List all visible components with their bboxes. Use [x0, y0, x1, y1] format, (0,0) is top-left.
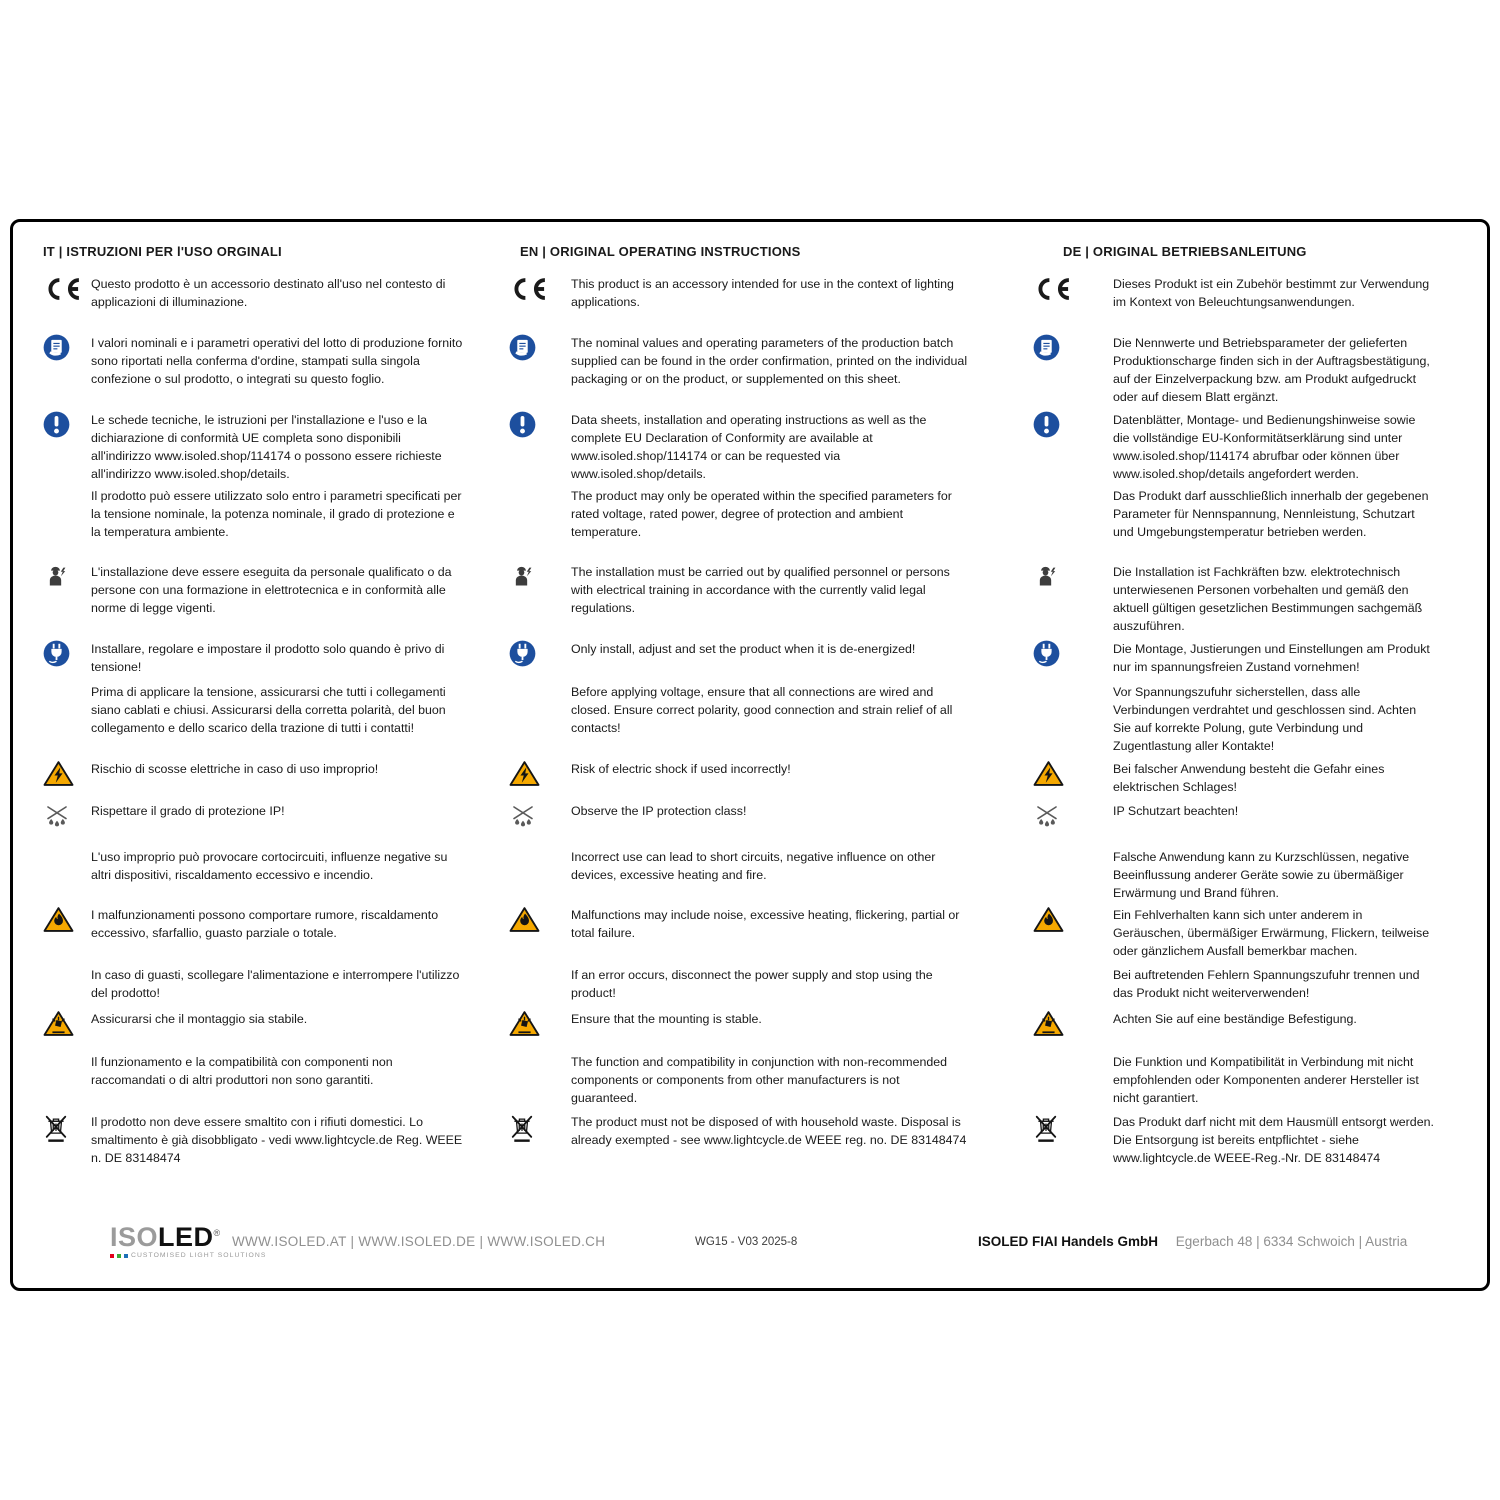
instruction-text: L'uso improprio può provocare cortocircuiti, influenze negative su altri dispositivi, riscaldamento eccessivo e incendio.: [91, 850, 448, 882]
footer-websites: WWW.ISOLED.AT | WWW.ISOLED.DE | WWW.ISOLED.CH: [232, 1234, 606, 1249]
instruction-item-en-8: [509, 760, 1029, 802]
column-header-de: DE | ORIGINAL BETRIEBSANLEITUNG: [1063, 244, 1307, 259]
logo-tagline-text: CUSTOMISED LIGHT SOLUTIONS: [131, 1252, 267, 1259]
ce-mark-icon: [509, 275, 571, 301]
instruction-item-de-8: [1033, 760, 1487, 802]
instruction-text: Questo prodotto è un accessorio destinato all'uso nel contesto di applicazioni di illuminazione.: [91, 277, 446, 309]
qualified-electrician-icon: [43, 563, 91, 588]
color-chip-green: [117, 1254, 121, 1258]
info-exclamation-icon: [43, 411, 91, 438]
instruction-text: The installation must be carried out by qualified personnel or persons with electrical training in accordance with the currently valid legal regulations.: [571, 565, 950, 615]
electric-shock-warning-icon: [1033, 760, 1113, 787]
instruction-text: IP Schutzart beachten!: [1113, 804, 1239, 818]
instruction-text: I malfunzionamenti possono comportare rumore, riscaldamento eccessivo, sfarfallio, guasto parziale o totale.: [91, 908, 439, 940]
instruction-text: Falsche Anwendung kann zu Kurzschlüssen, negative Beeinflussung anderer Geräte sowie zu übermäßiger Erwärmung und Brand führen.: [1113, 850, 1410, 900]
registered-mark: ®: [213, 1228, 221, 1238]
instruction-text: Die Funktion und Kompatibilität in Verbindung mit nicht empfohlenden oder Komponenten anderer Hersteller ist nicht garantiert.: [1113, 1055, 1419, 1105]
instruction-item-de-1: [1033, 275, 1487, 334]
instruction-item-it-5: [43, 563, 497, 640]
column-header-it: IT | ISTRUZIONI PER l'USO ORGINALI: [43, 244, 282, 259]
instruction-text: The product must not be disposed of with household waste. Disposal is already exempted - see www.lightcycle.de WEEE reg. no. DE 83148474: [571, 1115, 967, 1147]
instruction-text: Le schede tecniche, le istruzioni per l'installazione e l'uso e la dichiarazione di conformità UE completa sono disponibili all'indirizzo www.isoled.shop/114174 o possono essere richieste all'indirizzo www.isoled.shop/details.: [91, 413, 442, 481]
instruction-item-de-14: [1033, 1053, 1487, 1113]
instruction-item-de-3: [1033, 411, 1487, 487]
column-en: [497, 244, 1029, 1199]
instruction-item-it-12: [43, 966, 497, 1010]
instruction-item-de-13: [1033, 1010, 1487, 1053]
ip-protection-icon: [509, 802, 571, 828]
logo-led-text: LED: [158, 1222, 214, 1252]
instruction-item-en-7: [509, 683, 1029, 760]
instruction-text: Das Produkt darf nicht mit dem Hausmüll entsorgt werden. Die Entsorgung ist bereits entpflichtet - siehe www.lightcycle.de WEEE-Reg.-Nr. DE 83148474: [1113, 1115, 1434, 1165]
qualified-electrician-icon: [1033, 563, 1113, 588]
instruction-text: Il prodotto può essere utilizzato solo entro i parametri specificati per la tensione nominale, la potenza nominale, il grado di protezione e la temperatura ambiente.: [91, 489, 462, 539]
instruction-text: The nominal values and operating parameters of the production batch supplied can be found in the order confirmation, printed on the individual packaging or on the product, or supplemented on this sheet.: [571, 336, 968, 386]
ip-protection-icon: [1033, 802, 1113, 828]
instruction-item-de-10: [1033, 848, 1487, 906]
qualified-electrician-icon: [509, 563, 571, 588]
instruction-item-de-11: [1033, 906, 1487, 966]
instruction-text: Risk of electric shock if used incorrectly!: [571, 762, 791, 776]
de-energized-icon: [43, 640, 91, 667]
instruction-text: Dieses Produkt ist ein Zubehör bestimmt zur Verwendung im Kontext von Beleuchtungsanwendungen.: [1113, 277, 1430, 309]
instruction-item-it-1: [43, 275, 497, 334]
mounting-warning-icon: [509, 1010, 571, 1037]
instruction-text: L'installazione deve essere eseguita da personale qualificato o da persone con una formazione in elettrotecnica e in conformità alle norme di legge vigenti.: [91, 565, 452, 615]
instruction-item-en-13: [509, 1010, 1029, 1053]
instruction-item-it-10: [43, 848, 497, 906]
production-batch-icon: [1033, 334, 1113, 361]
instruction-item-en-14: [509, 1053, 1029, 1113]
instruction-item-it-2: [43, 334, 497, 411]
de-energized-icon: [1033, 640, 1113, 667]
column-it: [13, 244, 497, 1199]
instruction-item-de-12: [1033, 966, 1487, 1010]
instruction-item-it-15: [43, 1113, 497, 1199]
logo-iso-text: ISO: [110, 1222, 159, 1252]
instruction-item-en-5: [509, 563, 1029, 640]
instruction-item-it-3: [43, 411, 497, 487]
fire-warning-icon: [509, 906, 571, 933]
instruction-item-it-14: [43, 1053, 497, 1113]
instruction-text: Das Produkt darf ausschließlich innerhalb der gegebenen Parameter für Nennspannung, Nennleistung, Schutzart und Umgebungstemperatur betrieben werden.: [1113, 489, 1429, 539]
instruction-item-de-5: [1033, 563, 1487, 640]
instruction-item-en-1: [509, 275, 1029, 334]
instruction-item-de-4: [1033, 487, 1487, 563]
instruction-sheet-frame: [10, 219, 1490, 1291]
color-chip-blue: [124, 1254, 128, 1258]
instruction-item-en-12: [509, 966, 1029, 1010]
production-batch-icon: [43, 334, 91, 361]
ip-protection-icon: [43, 802, 91, 828]
instruction-text: Only install, adjust and set the product when it is de-energized!: [571, 642, 916, 656]
instruction-text: Datenblätter, Montage- und Bedienungshinweise sowie die vollständige EU-Konformitätserklärung sind unter www.isoled.shop/114174 abrufbar oder können über www.isoled.shop/details angefordert werden.: [1113, 413, 1416, 481]
instruction-text: Incorrect use can lead to short circuits, negative influence on other devices, excessive heating and fire.: [571, 850, 936, 882]
instruction-text: Achten Sie auf eine beständige Befestigung.: [1113, 1012, 1357, 1026]
electric-shock-warning-icon: [43, 760, 91, 787]
instruction-text: Malfunctions may include noise, excessive heating, flickering, partial or total failure.: [571, 908, 960, 940]
instruction-text: Observe the IP protection class!: [571, 804, 747, 818]
instruction-text: Vor Spannungszufuhr sicherstellen, dass alle Verbindungen verdrahtet und geschlossen sind. Achten Sie auf korrekte Polung, gute Verbindung und Zugentlastung aller Kontakte!: [1113, 685, 1417, 753]
ce-mark-icon: [1033, 275, 1113, 301]
instruction-text: I valori nominali e i parametri operativi del lotto di produzione fornito sono riportati nella conferma d'ordine, stampati sulla singola confezione o sul prodotto, o integrati su questo foglio.: [91, 336, 463, 386]
instruction-item-en-6: [509, 640, 1029, 683]
ce-mark-icon: [43, 275, 91, 301]
instruction-item-de-9: [1033, 802, 1487, 848]
info-exclamation-icon: [509, 411, 571, 438]
mounting-warning-icon: [1033, 1010, 1113, 1037]
instruction-text: Ein Fehlverhalten kann sich unter anderem in Geräuschen, übermäßiger Erwärmung, Flickern, teilweise oder gänzlichem Ausfall bemerkbar machen.: [1113, 908, 1430, 958]
instruction-text: Il funzionamento e la compatibilità con componenti non raccomandati o di altri produttori non sono garantiti.: [91, 1055, 393, 1087]
column-de: [1029, 244, 1487, 1199]
instruction-item-en-11: [509, 906, 1029, 966]
instruction-text: Rischio di scosse elettriche in caso di uso improprio!: [91, 762, 379, 776]
instruction-text: Before applying voltage, ensure that all connections are wired and closed. Ensure correct polarity, good connection and strain relief of all contacts!: [571, 685, 953, 735]
instruction-text: Die Installation ist Fachkräften bzw. elektrotechnisch unterwiesenen Personen vorbehalten und gemäß den aktuell gültigen gesetzlichen Bestimmungen sachgemäß auszuführen.: [1113, 565, 1423, 633]
instruction-text: Prima di applicare la tensione, assicurarsi che tutti i collegamenti siano cablati e chiusi. Assicurarsi della corretta polarità, del buon collegamento e dello scarico della trazione di tutti i contatti!: [91, 685, 446, 735]
instruction-text: Bei falscher Anwendung besteht die Gefahr eines elektrischen Schlages!: [1113, 762, 1385, 794]
instruction-item-en-15: [509, 1113, 1029, 1199]
instruction-item-en-3: [509, 411, 1029, 487]
document-code: WG15 - V03 2025-8: [695, 1236, 798, 1248]
instruction-item-it-13: [43, 1010, 497, 1053]
production-batch-icon: [509, 334, 571, 361]
instruction-item-it-8: [43, 760, 497, 802]
instruction-item-en-10: [509, 848, 1029, 906]
instruction-columns: [13, 222, 1487, 1199]
weee-bin-icon: [43, 1113, 91, 1143]
instruction-text: Rispettare il grado di protezione IP!: [91, 804, 285, 818]
instruction-text: Die Montage, Justierungen und Einstellungen am Produkt nur im spannungsfreien Zustand vornehmen!: [1113, 642, 1430, 674]
instruction-item-de-6: [1033, 640, 1487, 683]
instruction-item-de-2: [1033, 334, 1487, 411]
instruction-item-it-4: [43, 487, 497, 563]
instruction-text: If an error occurs, disconnect the power supply and stop using the product!: [571, 968, 933, 1000]
instruction-text: Data sheets, installation and operating instructions as well as the complete EU Declaration of Conformity are available at www.isoled.shop/114174 or can be requested via www.isoled.shop/details.: [571, 413, 927, 481]
instruction-item-en-2: [509, 334, 1029, 411]
logo-tagline: [110, 1252, 266, 1259]
info-exclamation-icon: [1033, 411, 1113, 438]
instruction-text: The function and compatibility in conjunction with non-recommended components or components from other manufacturers is not guaranteed.: [571, 1055, 948, 1105]
column-header-en: EN | ORIGINAL OPERATING INSTRUCTIONS: [520, 244, 801, 259]
instruction-text: Ensure that the mounting is stable.: [571, 1012, 762, 1026]
mounting-warning-icon: [43, 1010, 91, 1037]
instruction-text: Bei auftretenden Fehlern Spannungszufuhr trennen und das Produkt nicht weiterverwenden!: [1113, 968, 1420, 1000]
instruction-item-en-9: [509, 802, 1029, 848]
instruction-item-it-9: [43, 802, 497, 848]
company-address: Egerbach 48 | 6334 Schwoich | Austria: [1175, 1234, 1408, 1249]
instruction-item-de-7: [1033, 683, 1487, 760]
instruction-item-en-4: [509, 487, 1029, 563]
instruction-text: Die Nennwerte und Betriebsparameter der gelieferten Produktionscharge finden sich in der Auftragsbestätigung, auf der Einzelverpackung bzw. am Produkt aufgedruckt oder auf diesem Blatt ergänzt.: [1113, 336, 1430, 404]
instruction-text: Installare, regolare e impostare il prodotto solo quando è privo di tensione!: [91, 642, 445, 674]
color-chip-red: [110, 1254, 114, 1258]
instruction-item-it-7: [43, 683, 497, 760]
instruction-text: The product may only be operated within the specified parameters for rated voltage, rated power, degree of protection and ambient temperature.: [571, 489, 952, 539]
footer: [13, 1218, 1487, 1264]
instruction-text: In caso di guasti, scollegare l'alimentazione e interrompere l'utilizzo del prodotto!: [91, 968, 460, 1000]
company-name: ISOLED FIAI Handels GmbH: [978, 1234, 1159, 1249]
weee-bin-icon: [1033, 1113, 1113, 1143]
weee-bin-icon: [509, 1113, 571, 1143]
electric-shock-warning-icon: [509, 760, 571, 787]
instruction-text: This product is an accessory intended for use in the context of lighting applications.: [571, 277, 954, 309]
fire-warning-icon: [43, 906, 91, 933]
instruction-item-it-6: [43, 640, 497, 683]
instruction-item-it-11: [43, 906, 497, 966]
instruction-text: Il prodotto non deve essere smaltito con i rifiuti domestici. Lo smaltimento è già disobbligato - vedi www.lightcycle.de Reg. WEEE n. DE 83148474: [91, 1115, 463, 1165]
fire-warning-icon: [1033, 906, 1113, 933]
company-line: [978, 1234, 1407, 1249]
instruction-item-de-15: [1033, 1113, 1487, 1199]
instruction-text: Assicurarsi che il montaggio sia stabile.: [91, 1012, 308, 1026]
de-energized-icon: [509, 640, 571, 667]
